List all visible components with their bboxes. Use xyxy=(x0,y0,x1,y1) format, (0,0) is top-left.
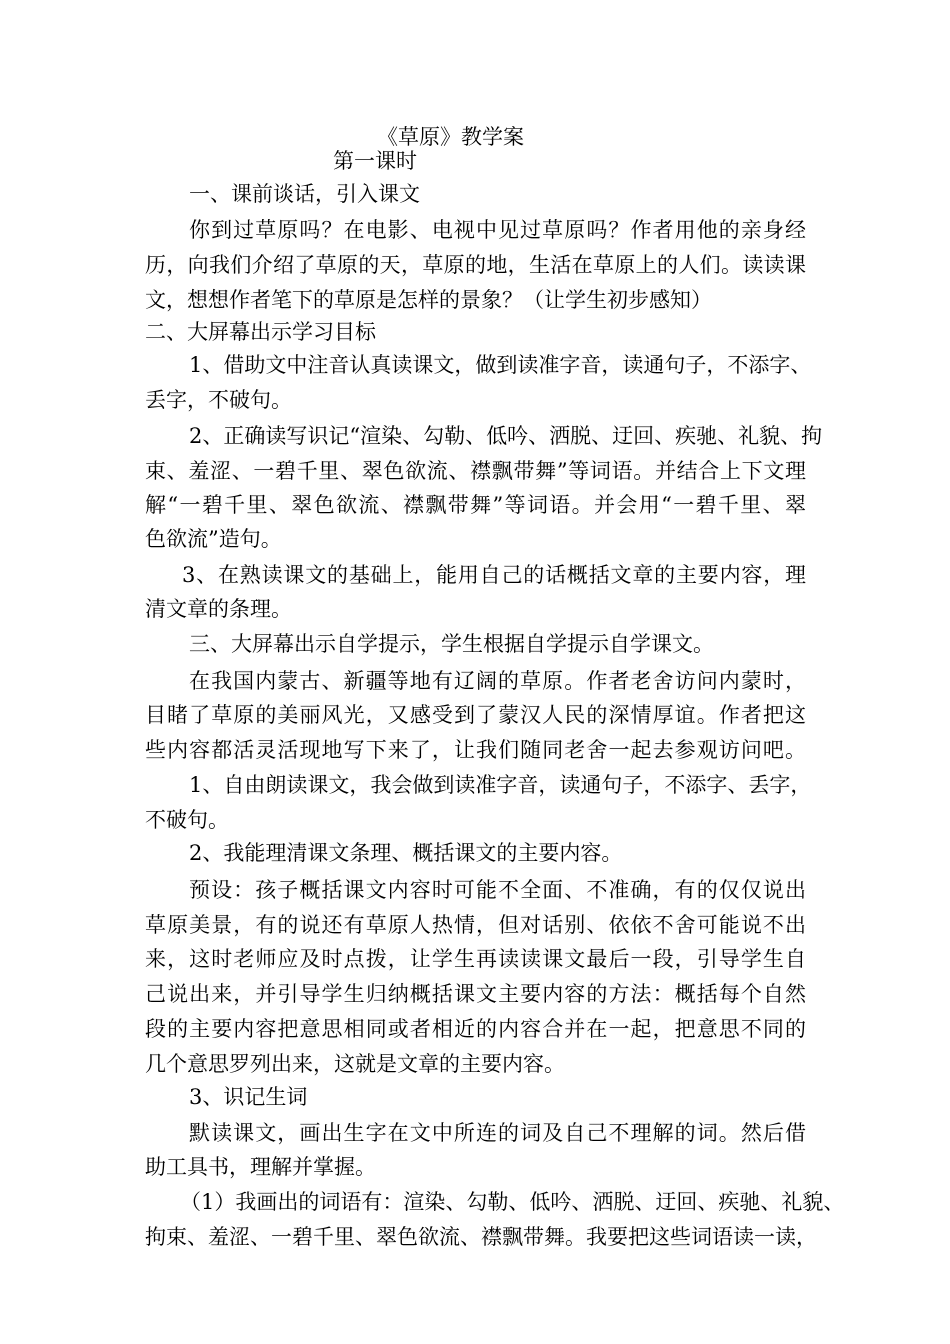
paragraph-line: 些内容都活灵活现地写下来了，让我们随同老舍一起去参观访问吧。 xyxy=(145,738,806,762)
paragraph-line: 不破句。 xyxy=(145,808,229,832)
paragraph-line: （1）我画出的词语有：渲染、勾勒、低吟、洒脱、迂回、疾驰、礼貌、 xyxy=(180,1190,845,1214)
paragraph-line: 2、我能理清课文条理、概括课文的主要内容。 xyxy=(189,841,623,865)
paragraph-line: 在我国内蒙古、新疆等地有辽阔的草原。作者老舍访问内蒙时， xyxy=(189,669,806,693)
paragraph-line: 你到过草原吗？在电影、电视中见过草原吗？作者用他的亲身经 xyxy=(189,218,806,242)
document-title: 《草原》教学案 xyxy=(377,125,524,149)
paragraph-line: 色欲流”造句。 xyxy=(145,527,282,551)
paragraph-line: 助工具书，理解并掌握。 xyxy=(145,1155,376,1179)
section-heading: 一、课前谈话，引入课文 xyxy=(189,182,420,206)
paragraph-line: 3、在熟读课文的基础上，能用自己的话概括文章的主要内容，理 xyxy=(182,563,806,587)
paragraph-line: 几个意思罗列出来，这就是文章的主要内容。 xyxy=(145,1052,565,1076)
paragraph-line: 丢字，不破句。 xyxy=(145,388,292,412)
paragraph-line: 草原美景，有的说还有草原人热情，但对话别、依依不舍可能说不出 xyxy=(145,913,806,937)
paragraph-line: 默读课文，画出生字在文中所连的词及自己不理解的词。然后借 xyxy=(189,1121,806,1145)
paragraph-line: 解“一碧千里、翠色欲流、襟飘带舞”等词语。并会用“一碧千里、翠 xyxy=(145,493,806,517)
paragraph-line: 己说出来，并引导学生归纳概括课文主要内容的方法：概括每个自然 xyxy=(145,982,806,1006)
paragraph-line: 清文章的条理。 xyxy=(145,597,292,621)
paragraph-line: 文，想想作者笔下的草原是怎样的景象？（让学生初步感知） xyxy=(145,288,712,312)
lesson-subtitle: 第一课时 xyxy=(333,149,417,173)
paragraph-line: 1、借助文中注音认真读课文，做到读准字音，读通句子，不添字、 xyxy=(189,353,812,377)
section-heading: 三、大屏幕出示自学提示，学生根据自学提示自学课文。 xyxy=(189,632,714,656)
paragraph-line: 历，向我们介绍了草原的天，草原的地，生活在草原上的人们。读读课 xyxy=(145,253,806,277)
paragraph-line: 1、自由朗读课文，我会做到读准字音，读通句子，不添字、丢字， xyxy=(189,773,812,797)
paragraph-line: 拘束、羞涩、一碧千里、翠色欲流、襟飘带舞。我要把这些词语读一读， xyxy=(145,1225,817,1249)
paragraph-line: 2、正确读写识记“渲染、勾勒、低吟、洒脱、迂回、疾驰、礼貌、拘 xyxy=(189,424,823,448)
paragraph-line: 束、羞涩、一碧千里、翠色欲流、襟飘带舞”等词语。并结合上下文理 xyxy=(145,459,806,483)
paragraph-line: 段的主要内容把意思相同或者相近的内容合并在一起，把意思不同的 xyxy=(145,1017,806,1041)
paragraph-line: 3、识记生词 xyxy=(189,1085,308,1109)
paragraph-line: 预设：孩子概括课文内容时可能不全面、不准确，有的仅仅说出 xyxy=(189,878,806,902)
paragraph-line: 来，这时老师应及时点拨，让学生再读读课文最后一段，引导学生自 xyxy=(145,947,806,971)
section-heading: 二、大屏幕出示学习目标 xyxy=(145,320,376,344)
paragraph-line: 目睹了草原的美丽风光，又感受到了蒙汉人民的深情厚谊。作者把这 xyxy=(145,703,806,727)
